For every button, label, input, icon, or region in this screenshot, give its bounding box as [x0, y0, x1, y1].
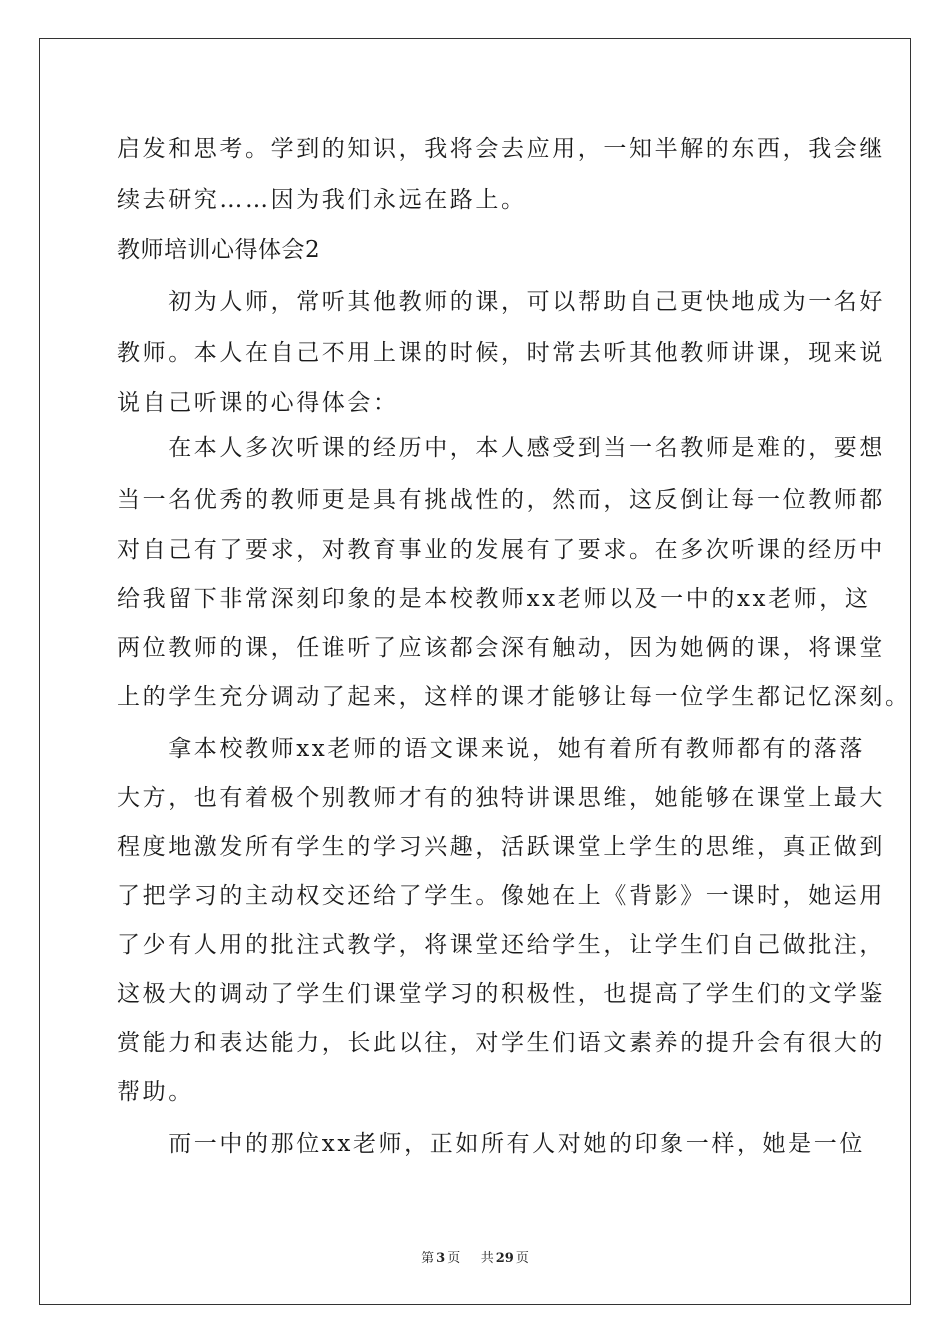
text-line: 初为人师，常听其他教师的课，可以帮助自己更快地成为一名好 [117, 289, 885, 315]
text-line: 了少有人用的批注式教学，将课堂还给学生，让学生们自己做批注， [117, 932, 885, 958]
text-line: 对自己有了要求，对教育事业的发展有了要求。在多次听课的经历中 [117, 537, 885, 563]
text-line: 两位教师的课，任谁听了应该都会深有触动，因为她俩的课，将课堂 [117, 635, 885, 661]
text-line: 上的学生充分调动了起来，这样的课才能够让每一位学生都记忆深刻。 [117, 684, 911, 710]
text-line: 了把学习的主动权交还给了学生。像她在上《背影》一课时，她运用 [117, 883, 885, 909]
text-line: 帮助。 [117, 1079, 194, 1105]
total-suffix: 页 [515, 1251, 529, 1266]
text-line: 启发和思考。学到的知识，我将会去应用，一知半解的东西，我会继 [117, 136, 885, 162]
text-line: 而一中的那位xx老师，正如所有人对她的印象一样，她是一位 [117, 1131, 865, 1157]
page-border [39, 38, 911, 1305]
text-line: 续去研究……因为我们永远在路上。 [117, 187, 527, 213]
text-line: 给我留下非常深刻印象的是本校教师xx老师以及一中的xx老师，这 [117, 586, 871, 612]
current-page-number: 3 [436, 1251, 446, 1266]
text-line: 拿本校教师xx老师的语文课来说，她有着所有教师都有的落落 [117, 736, 865, 762]
text-line: 程度地激发所有学生的学习兴趣，活跃课堂上学生的思维，真正做到 [117, 834, 885, 860]
text-line: 这极大的调动了学生们课堂学习的积极性，也提高了学生们的文学鉴 [117, 981, 885, 1007]
total-prefix: 共 [480, 1251, 494, 1266]
page-footer [0, 1247, 950, 1266]
text-line: 教师。本人在自己不用上课的时候，时常去听其他教师讲课，现来说 [117, 340, 885, 366]
page-prefix: 第 [421, 1251, 435, 1266]
text-line: 赏能力和表达能力，长此以往，对学生们语文素养的提升会有很大的 [117, 1030, 885, 1056]
text-line: 大方，也有着极个别教师才有的独特讲课思维，她能够在课堂上最大 [117, 785, 885, 811]
text-line: 当一名优秀的教师更是具有挑战性的，然而，这反倒让每一位教师都 [117, 487, 885, 513]
text-line: 在本人多次听课的经历中，本人感受到当一名教师是难的，要想 [117, 435, 885, 461]
section-heading: 教师培训心得体会2 [117, 237, 321, 263]
total-pages-number: 29 [495, 1251, 514, 1266]
page-suffix: 页 [447, 1251, 461, 1266]
text-line: 说自己听课的心得体会： [117, 390, 399, 416]
